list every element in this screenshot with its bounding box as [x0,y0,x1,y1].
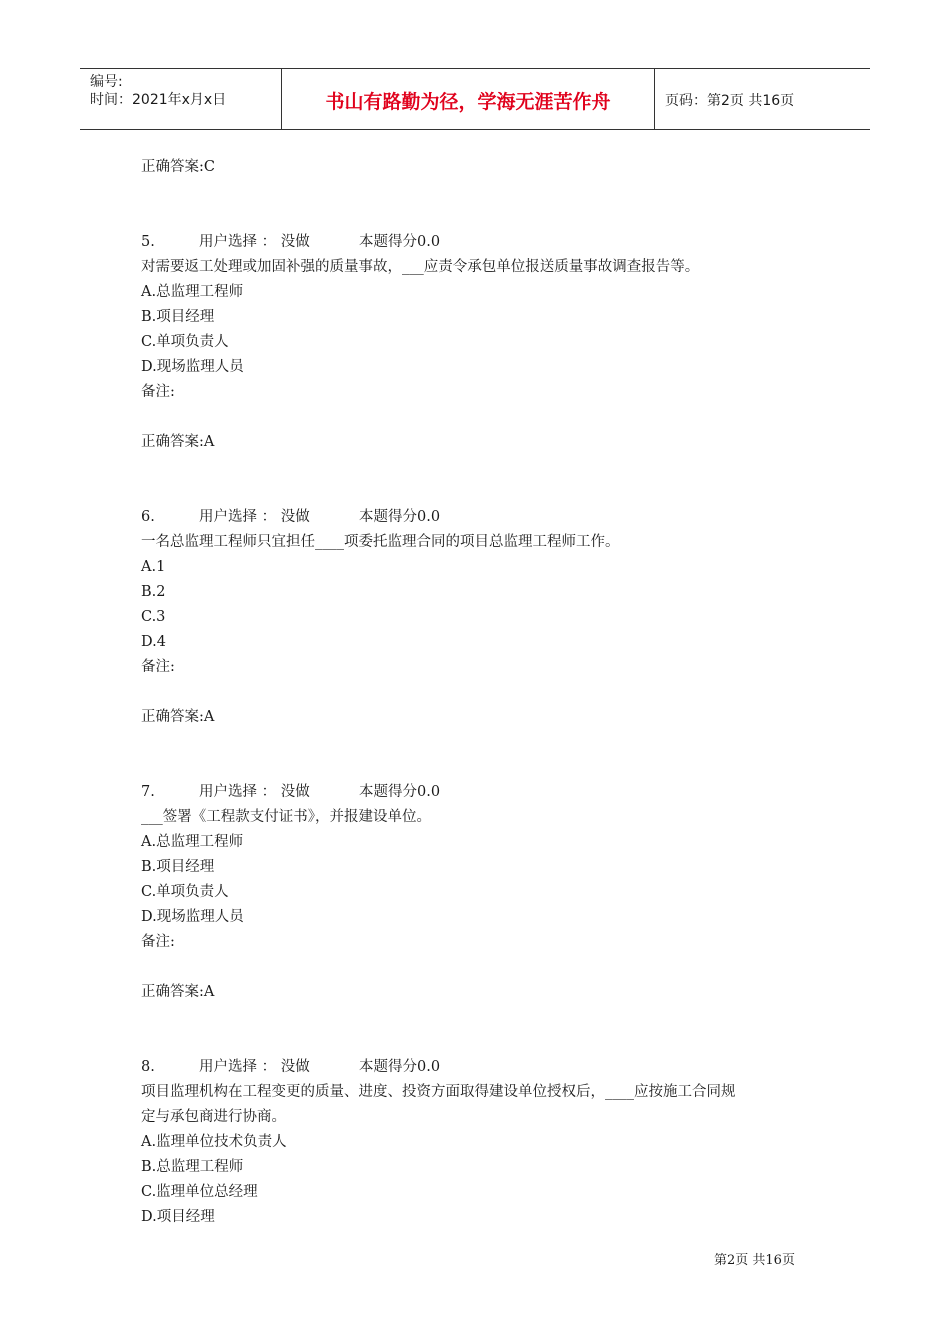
question-score: 本题得分0.0 [359,509,441,525]
question-block [141,230,831,455]
header-page-number: 页码：第2页 共16页 [665,93,795,109]
question-stem: 一名总监理工程师只宜担任____项委托监理合同的项目总监理工程师工作。 [141,534,620,550]
question-header [141,230,831,255]
note-label: 备注: [141,659,175,675]
option-b: B.项目经理 [141,859,215,875]
footer-page-number: 第2页 共16页 [714,1253,795,1268]
question-stem-line-2: 定与承包商进行协商。 [141,1109,286,1125]
user-choice: 用户选择 ： 没做 [199,234,310,250]
question-header [141,505,831,530]
question-stem-line-1: 项目监理机构在工程变更的质量、进度、投资方面取得建设单位授权后，____应按施工合同规 [141,1084,736,1100]
option-a: A.总监理工程师 [141,284,244,300]
user-choice: 用户选择 ： 没做 [199,784,310,800]
option-b: B.项目经理 [141,309,215,325]
option-a: A.总监理工程师 [141,834,244,850]
question-score: 本题得分0.0 [359,784,441,800]
user-choice: 用户选择 ： 没做 [199,509,310,525]
option-b: B.总监理工程师 [141,1159,244,1175]
option-a: A.监理单位技术负责人 [141,1134,287,1150]
correct-answer: 正确答案:A [141,709,215,725]
previous-correct-answer: 正确答案:C [141,159,215,175]
option-c: C.单项负责人 [141,884,229,900]
page-header [80,68,870,130]
option-b: B.2 [141,584,166,600]
question-number: 6. [141,509,155,525]
question-score: 本题得分0.0 [359,1059,441,1075]
option-d: D.现场监理人员 [141,909,244,925]
question-number: 7. [141,784,155,800]
header-meta-cell [80,69,282,129]
question-block [141,1055,831,1230]
question-block [141,505,831,730]
option-c: C.监理单位总经理 [141,1184,258,1200]
serial-number-label: 编号: [90,74,123,90]
correct-answer: 正确答案:A [141,984,215,1000]
correct-answer: 正确答案:A [141,434,215,450]
question-header [141,1055,831,1080]
note-label: 备注: [141,384,175,400]
option-a: A.1 [141,559,166,575]
option-c: C.单项负责人 [141,334,229,350]
question-header [141,780,831,805]
note-label: 备注: [141,934,175,950]
option-d: D.现场监理人员 [141,359,244,375]
user-choice: 用户选择 ： 没做 [199,1059,310,1075]
document-body [141,155,831,1230]
header-motto-cell [282,69,655,129]
header-page-cell [655,69,870,129]
question-stem: 对需要返工处理或加固补强的质量事故，___应责令承包单位报送质量事故调查报告等。 [141,259,700,275]
question-stem: ___签署《工程款支付证书》，并报建设单位。 [141,809,431,825]
option-d: D.4 [141,634,166,650]
question-number: 5. [141,234,155,250]
question-score: 本题得分0.0 [359,234,441,250]
question-block [141,780,831,1005]
question-number: 8. [141,1059,155,1075]
option-c: C.3 [141,609,166,625]
option-d: D.项目经理 [141,1209,215,1225]
motto-text: 书山有路勤为径，学海无涯苦作舟 [325,91,611,113]
date-label: 时间：2021年x月x日 [90,92,227,108]
